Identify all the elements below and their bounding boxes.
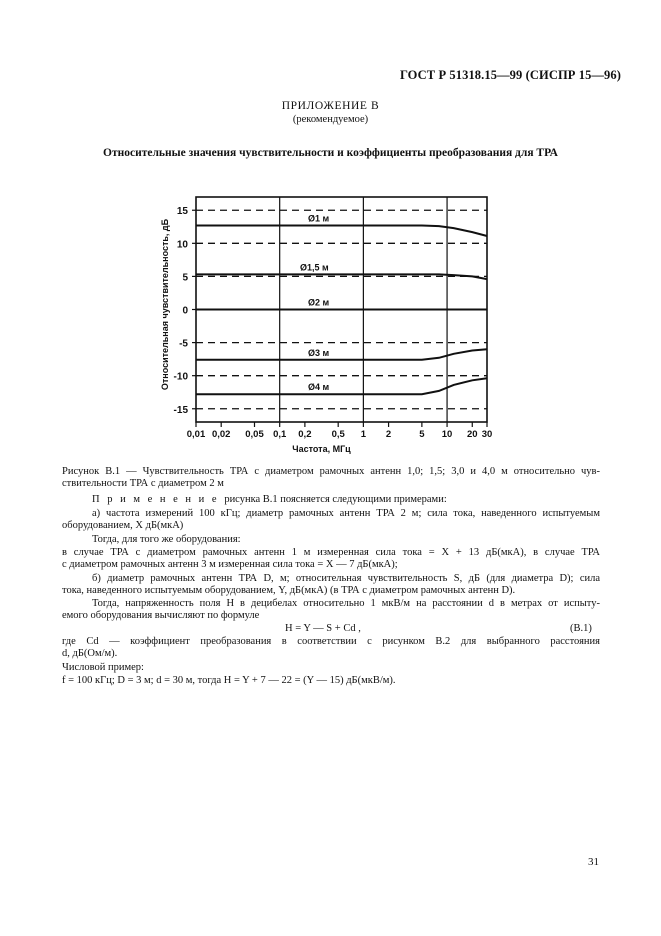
example-a-line-2: оборудованием, X дБ(мкА)	[62, 520, 184, 531]
numeric-example: f = 100 кГц; D = 3 м; d = 30 м, тогда H = Y + 7 — 22 = (Y — 15) дБ(мкВ/м).	[62, 675, 396, 686]
formula-number: (В.1)	[570, 623, 592, 634]
x-tick-label: 10	[441, 429, 453, 440]
x-axis-label: Частота, МГц	[292, 444, 351, 454]
x-tick-label: 0,01	[186, 429, 206, 440]
then-line-1: Тогда, для того же оборудования:	[92, 534, 241, 545]
note-line	[92, 494, 600, 506]
y-tick-label: -15	[173, 404, 188, 416]
document-code: ГОСТ Р 51318.15—99 (СИСПР 15—96)	[399, 68, 621, 82]
where-line-2: d, дБ(Ом/м).	[62, 648, 118, 659]
note-lead: П р и м е н е н и е	[92, 494, 220, 505]
series-line	[196, 378, 487, 394]
x-tick-label: 5	[419, 429, 425, 440]
x-tick-label: 30	[481, 429, 493, 440]
x-tick-label: 0,02	[211, 429, 231, 440]
case-line-2: с диаметром рамочных антенн 3 м измеренная сила тока = X — 7 дБ(мкА);	[62, 559, 398, 570]
appendix-label: ПРИЛОЖЕНИЕ В	[281, 100, 380, 112]
chart-series	[196, 226, 487, 395]
x-tick-label: 0,1	[273, 429, 287, 440]
example-b-line-1: б) диаметр рамочных антенн ТРА D, м; относительная чувствительность S, дБ (для диаметра D); сила	[92, 573, 600, 584]
section-title: Относительные значения чувствительности и коэффициенты преобразования для ТРА	[103, 147, 558, 159]
chart-grid	[192, 197, 487, 427]
then-line-2a: Тогда, напряженность поля H в децибелах относительно 1 мкВ/м на расстоянии d в метрах от испыту-	[92, 598, 600, 609]
example-a-line-1: а) частота измерений 100 кГц; диаметр рамочных антенн ТРА 2 м; сила тока, наведенного испытуемым	[92, 508, 600, 519]
x-tick-label: 0,05	[245, 429, 264, 440]
case-line-1: в случае ТРА с диаметром рамочных антенн 1 м измеренная сила тока = X + 13 дБ(мкА), в случае ТРА	[62, 547, 600, 558]
y-axis-label: Относительная чувствительность, дБ	[160, 218, 170, 391]
then-line-2b: емого оборудования вычисляют по формуле	[62, 610, 260, 621]
x-tick-label: 0,2	[298, 429, 312, 440]
x-tick-label: 20	[466, 429, 478, 440]
series-line	[196, 226, 487, 237]
y-tick-label: -10	[173, 371, 188, 383]
series-label: Ø3 м	[308, 347, 330, 358]
where-line-1: где Cd — коэффициент преобразования в соответствии с рисунком В.2 для выбранного расстояния	[62, 636, 600, 647]
series-label: Ø4 м	[308, 382, 330, 393]
y-tick-label: 10	[176, 239, 188, 251]
figure-caption-line-2: ствительности ТРА с диаметром 2 м	[62, 478, 224, 489]
formula: H = Y — S + Cd ,	[285, 623, 361, 634]
y-tick-label: -5	[179, 338, 188, 350]
example-b-line-2: тока, наведенного испытуемым оборудованием, Y, дБ(мкА) (в ТРА с диаметром рамочных антенн D).	[62, 585, 516, 596]
figure-caption-line-1: Рисунок В.1 — Чувствительность ТРА с диаметром рамочных антенн 1,0; 1,5; 3,0 и 4,0 м относительно чув-	[62, 466, 600, 477]
page-number: 31	[588, 856, 599, 868]
note-rest: рисунка В.1 поясняется следующими примерами:	[224, 494, 447, 505]
x-tick-label: 1	[360, 429, 367, 440]
series-label: Ø1,5 м	[300, 262, 329, 273]
y-tick-label: 15	[176, 206, 188, 218]
x-tick-label: 2	[385, 429, 392, 440]
series-line	[196, 349, 487, 360]
example-label: Числовой пример:	[62, 662, 144, 673]
y-tick-label: 5	[182, 272, 188, 284]
series-label: Ø1 м	[308, 213, 330, 224]
series-label: Ø2 м	[308, 297, 330, 308]
appendix-status: (рекомендуемое)	[292, 114, 369, 125]
x-tick-label: 0,5	[331, 429, 345, 440]
y-tick-label: 0	[182, 305, 188, 317]
